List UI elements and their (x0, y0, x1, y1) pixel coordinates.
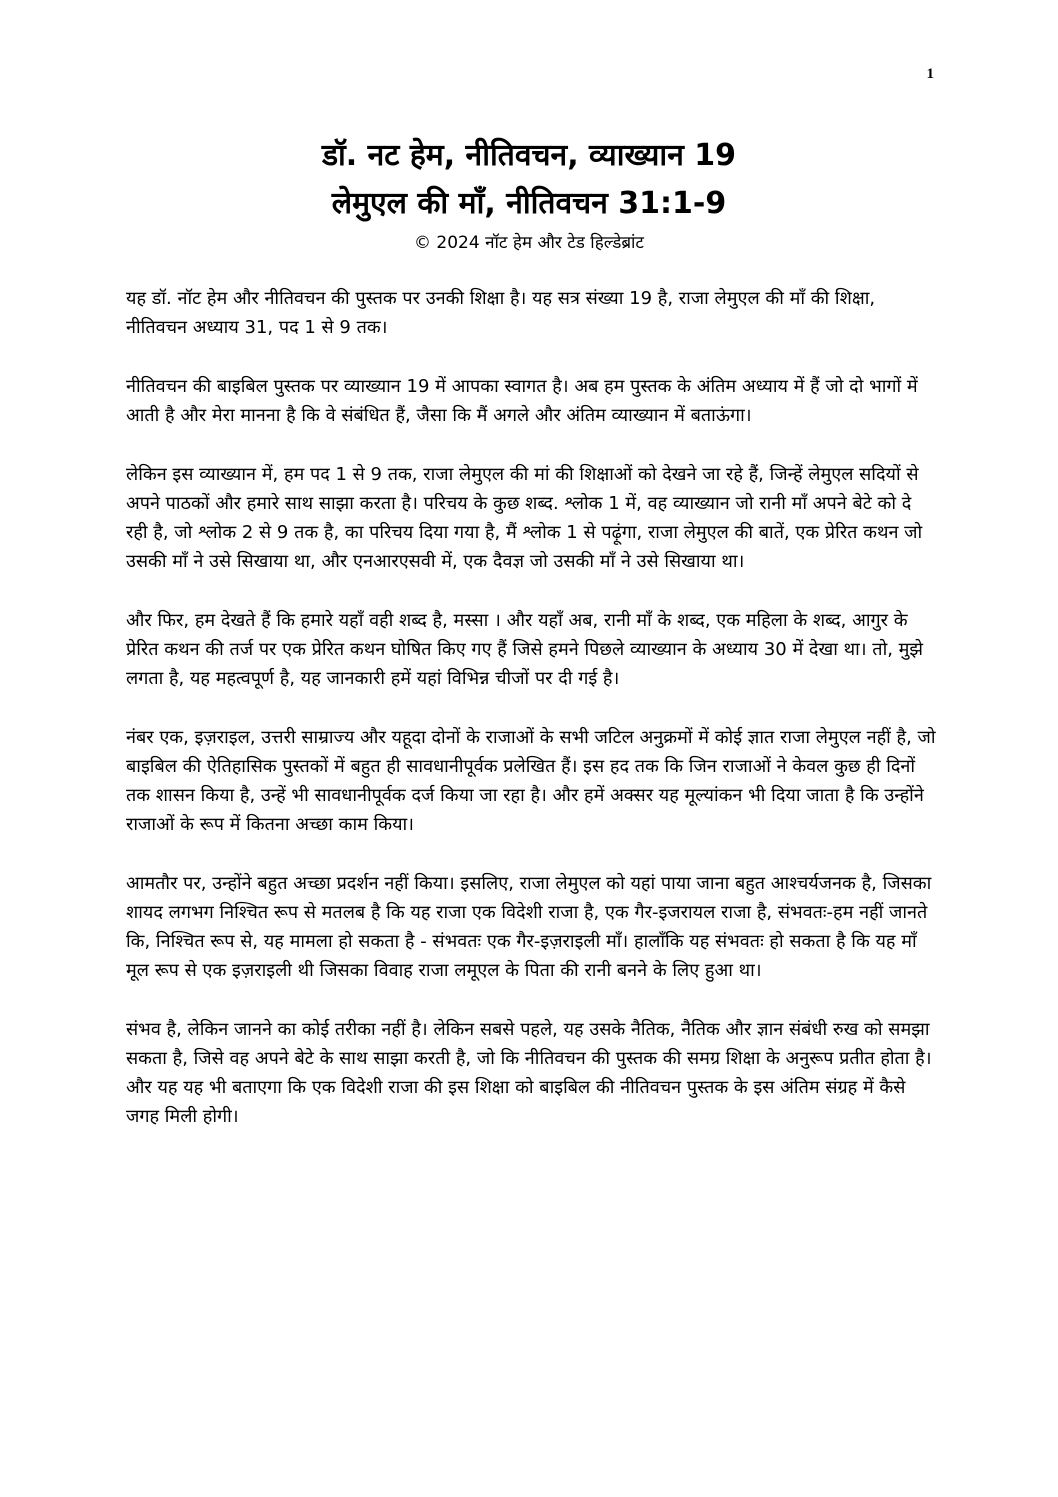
paragraph-1: यह डॉ. नॉट हेम और नीतिवचन की पुस्तक पर उनकी शिक्षा है। यह सत्र संख्या 19 है, राजा लेमुएल की माँ की शिक्षा, नीतिवचन अध्याय 31, पद 1 से 9 तक। (126, 288, 876, 338)
paragraph-2: नीतिवचन की बाइबिल पुस्तक पर व्याख्यान 19 में आपका स्वागत है। अब हम पुस्तक के अंतिम अध्याय में हैं जो दो भागों में आती है और मेरा मानना है कि वे संबंधित हैं, जैसा कि मैं अगले और अंतिम व्याख्यान में बताऊंगा। (126, 376, 918, 426)
title-block (0, 132, 1058, 256)
paragraph-6: आमतौर पर, उन्होंने बहुत अच्छा प्रदर्शन नहीं किया। इसलिए, राजा लेमुएल को यहां पाया जाना बहुत आश्चर्यजनक है, जिसका शायद लगभग निश्चित रूप से मतलब है कि यह राजा एक विदेशी राजा है, एक गैर-इजरायल राजा है, संभवतः-हम नहीं जानते कि, निश्चित रूप से, यह मामला हो सकता है - संभवतः एक गैर-इज़राइली माँ। हालाँकि यह संभवतः हो सकता है कि यह माँ मूल रूप से एक इज़राइली थी जिसका विवाह राजा लमूएल के पिता की रानी बनने के लिए हुआ था। (126, 873, 932, 981)
title-line-2: लेमुएल की माँ, नीतिवचन 31:1-9 (331, 186, 727, 221)
body-text (126, 284, 938, 1161)
page-number: 1 (926, 66, 934, 82)
paragraph-4: और फिर, हम देखते हैं कि हमारे यहाँ वही शब्द है, मस्सा । और यहाँ अब, रानी माँ के शब्द, एक महिला के शब्द, आगुर के प्रेरित कथन की तर्ज पर एक प्रेरित कथन घोषित किए गए हैं जिसे हमने पिछले व्याख्यान के अध्याय 30 में देखा था। तो, मुझे लगता है, यह महत्वपूर्ण है, यह जानकारी हमें यहां विभिन्न चीजों पर दी गई है। (126, 610, 924, 689)
title-line-1: डॉ. नट हेम, नीतिवचन, व्याख्यान 19 (321, 138, 737, 173)
paragraph-7: संभव है, लेकिन जानने का कोई तरीका नहीं है। लेकिन सबसे पहले, यह उसके नैतिक, नैतिक और ज्ञान संबंधी रुख को समझा सकता है, जिसे वह अपने बेटे के साथ साझा करती है, जो कि नीतिवचन की पुस्तक की समग्र शिक्षा के अनुरूप प्रतीत होता है। और यह यह भी बताएगा कि एक विदेशी राजा की इस शिक्षा को बाइबिल की नीतिवचन पुस्तक के इस अंतिम संग्रह में कैसे जगह मिली होगी। (126, 1019, 932, 1127)
paragraph-3: लेकिन इस व्याख्यान में, हम पद 1 से 9 तक, राजा लेमुएल की मां की शिक्षाओं को देखने जा रहे हैं, जिन्हें लेमुएल सदियों से अपने पाठकों और हमारे साथ साझा करता है। परिचय के कुछ शब्द. श्लोक 1 में, वह व्याख्यान जो रानी माँ अपने बेटे को दे रही है, जो श्लोक 2 से 9 तक है, का परिचय दिया गया है, मैं श्लोक 1 से पढ़ूंगा, राजा लेमुएल की बातें, एक प्रेरित कथन जो उसकी माँ ने उसे सिखाया था, और एनआरएसवी में, एक दैवज्ञ जो उसकी माँ ने उसे सिखाया था। (126, 464, 923, 572)
paragraph-5: नंबर एक, इज़राइल, उत्तरी साम्राज्य और यहूदा दोनों के राजाओं के सभी जटिल अनुक्रमों में कोई ज्ञात राजा लेमुएल नहीं है, जो बाइबिल की ऐतिहासिक पुस्तकों में बहुत ही सावधानीपूर्वक प्रलेखित हैं। इस हद तक कि जिन राजाओं ने केवल कुछ ही दिनों तक शासन किया है, उन्हें भी सावधानीपूर्वक दर्ज किया जा रहा है। और हमें अक्सर यह मूल्यांकन भी दिया जाता है कि उन्होंने राजाओं के रूप में कितना अच्छा काम किया। (126, 727, 936, 835)
copyright-line: © 2024 नॉट हेम और टेड हिल्डेब्रांट (414, 233, 644, 253)
